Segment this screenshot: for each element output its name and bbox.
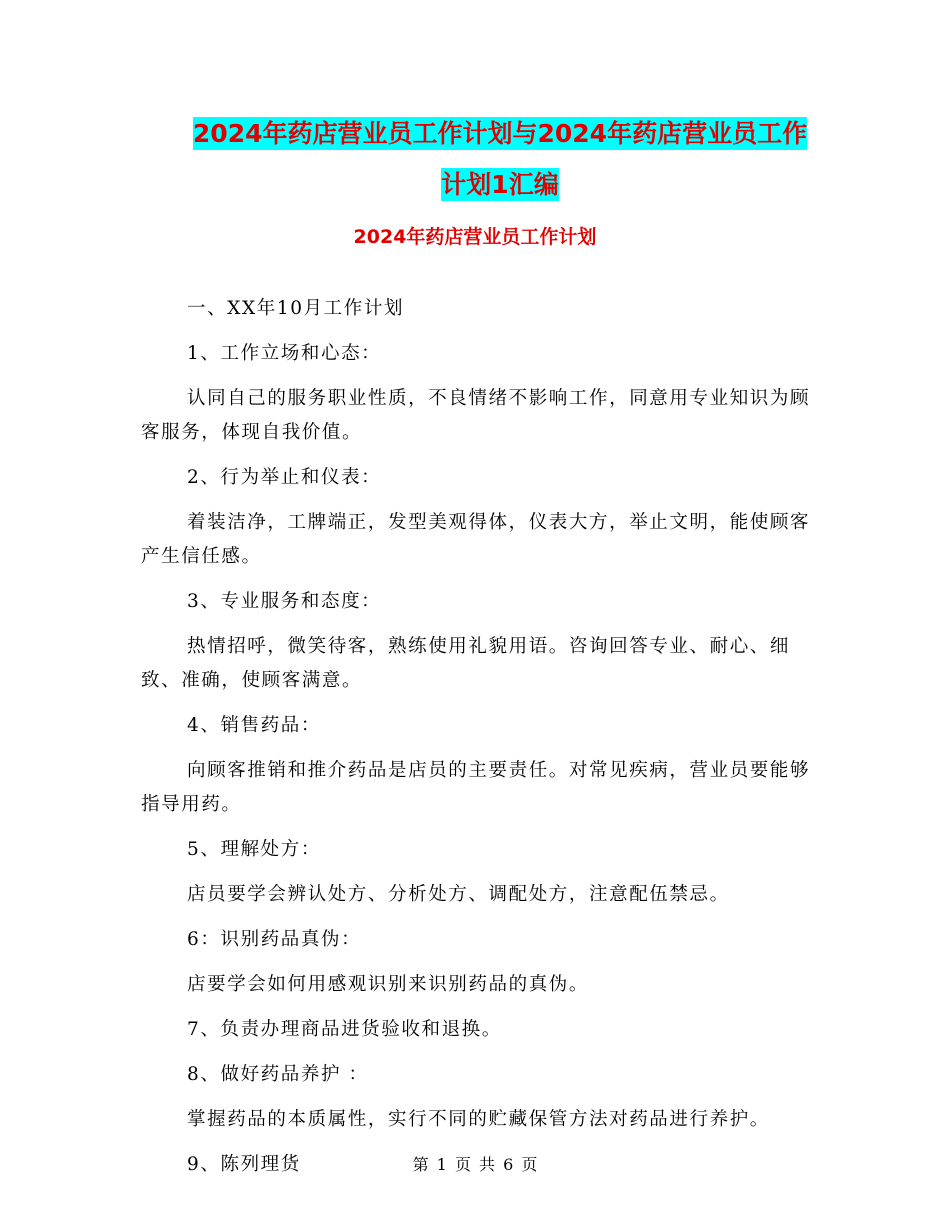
paragraph: 向顾客推销和推介药品是店员的主要责任。对常见疾病，营业员要能够指导用药。 bbox=[141, 760, 811, 815]
document-title-line1: 2024年药店营业员工作计划与2024年药店营业员工作 bbox=[192, 119, 808, 148]
paragraph: 4、销售药品： bbox=[187, 715, 321, 736]
paragraph: 7、负责办理商品进货验收和退换。 bbox=[187, 1019, 502, 1040]
paragraph: 一、XX年10月工作计划 bbox=[187, 298, 405, 319]
paragraph: 9、陈列理货 bbox=[187, 1154, 301, 1175]
paragraph: 店员要学会辨认处方、分析处方、调配处方，注意配伍禁忌。 bbox=[187, 884, 730, 905]
paragraph: 1、工作立场和心态： bbox=[187, 343, 382, 364]
paragraph: 5、理解处方： bbox=[187, 839, 321, 860]
paragraph: 8、做好药品养护 ： bbox=[187, 1064, 369, 1085]
paragraph: 认同自己的服务职业性质，不良情绪不影响工作，同意用专业知识为顾客服务，体现自我价值。 bbox=[141, 388, 811, 443]
paragraph: 6：识别药品真伪： bbox=[187, 929, 362, 950]
document-body bbox=[141, 292, 811, 1182]
paragraph: 掌握药品的本质属性，实行不同的贮藏保管方法对药品进行养护。 bbox=[187, 1109, 770, 1130]
paragraph: 店要学会如何用感观识别来识别药品的真伪。 bbox=[187, 974, 590, 995]
page-footer: 第 1 页 共 6 页 bbox=[412, 1155, 538, 1174]
paragraph: 着装洁净，工牌端正，发型美观得体，仪表大方，举止文明，能使顾客产生信任感。 bbox=[141, 512, 811, 567]
paragraph: 热情招呼，微笑待客，熟练使用礼貌用语。咨询回答专业、耐心、细致、准确，使顾客满意。 bbox=[141, 636, 791, 691]
paragraph: 3、专业服务和态度： bbox=[187, 591, 382, 612]
document-title-line2: 计划1汇编 bbox=[441, 170, 559, 199]
document-title bbox=[140, 108, 860, 210]
section-title: 2024年药店营业员工作计划 bbox=[353, 226, 597, 248]
paragraph: 2、行为举止和仪表： bbox=[187, 467, 382, 488]
